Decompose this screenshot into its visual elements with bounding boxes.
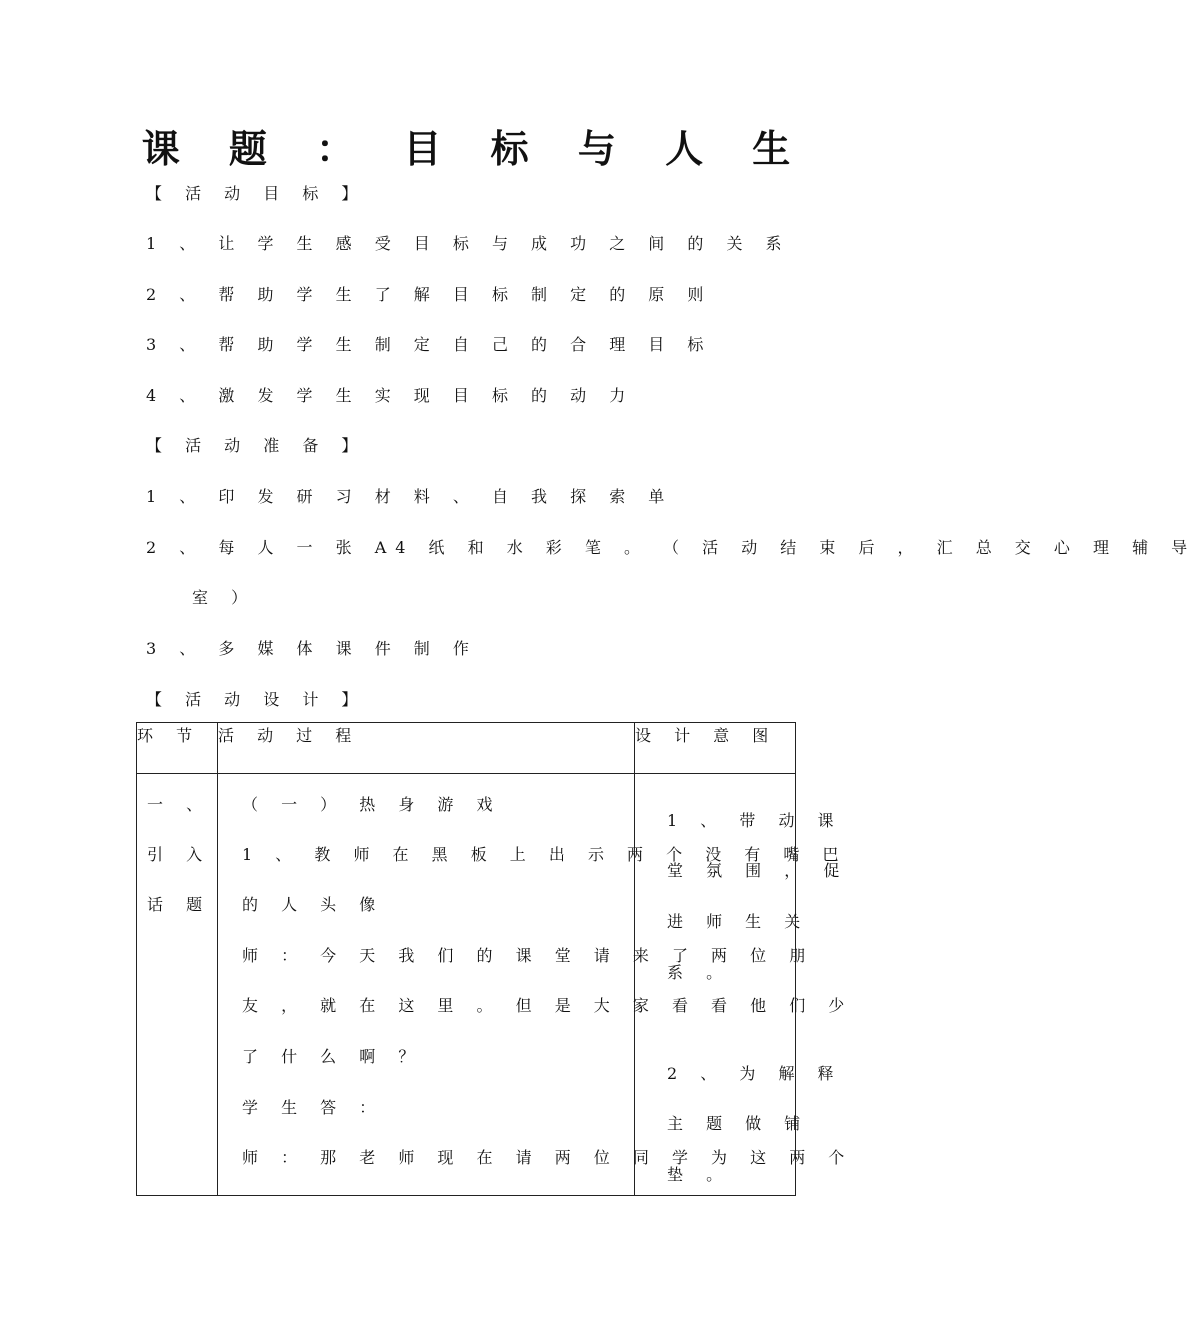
intent-line: 垫 。 [667, 1165, 732, 1184]
header-intent: 设 计 意 图 [635, 723, 796, 774]
stage-line: 引 入 [147, 845, 212, 864]
goal-item: 4 、 激 发 学 生 实 现 目 标 的 动 力 [146, 386, 635, 405]
table-header-row [137, 723, 796, 774]
prep-item: 3 、 多 媒 体 课 件 制 作 [146, 639, 478, 658]
stage-cell [137, 774, 218, 1196]
intent-line: 2 、 为 解 释 [667, 1064, 843, 1083]
goal-item: 2 、 帮 助 学 生 了 解 目 标 制 定 的 原 则 [146, 285, 713, 304]
prep-item: 1 、 印 发 研 习 材 料 、 自 我 探 索 单 [146, 487, 674, 506]
prep-header: 【 活 动 准 备 】 [146, 436, 367, 455]
process-line: 学 生 答 ： [242, 1098, 385, 1117]
process-line: 师 ： 今 天 我 们 的 课 堂 请 来 了 两 位 朋 [242, 946, 815, 965]
goal-header: 【 活 动 目 标 】 [146, 184, 367, 203]
intent-line: 进 师 生 关 [667, 912, 810, 931]
stage-line: 话 题 [147, 895, 212, 914]
activity-design-table [136, 722, 854, 1196]
table-row [137, 774, 796, 1196]
process-line: 了 什 么 啊 ？ [242, 1047, 424, 1066]
stage-line: 一 、 [147, 795, 212, 814]
page-title: 课 题 ： 目 标 与 人 生 [141, 127, 809, 171]
process-line: （ 一 ） 热 身 游 戏 [242, 795, 502, 814]
process-line: 友 ， 就 在 这 里 。 但 是 大 家 看 看 他 们 少 [242, 996, 854, 1015]
goal-item: 3 、 帮 助 学 生 制 定 自 己 的 合 理 目 标 [146, 335, 713, 354]
process-line: 师 ： 那 老 师 现 在 请 两 位 同 学 为 这 两 个 [242, 1148, 854, 1167]
header-stage: 环 节 [137, 723, 218, 774]
header-process: 活 动 过 程 [218, 723, 635, 774]
intent-line: 堂 氛 围 ， 促 [667, 861, 849, 880]
intent-line: 主 题 做 铺 [667, 1114, 810, 1133]
prep-item-continued: 室 ） [192, 588, 257, 607]
process-line: 1 、 教 师 在 黑 板 上 出 示 两 个 没 有 嘴 巴 [242, 845, 848, 864]
goal-item: 1 、 让 学 生 感 受 目 标 与 成 功 之 间 的 关 系 [146, 234, 791, 253]
process-line: 的 人 头 像 [242, 895, 385, 914]
intent-line: 系 。 [667, 963, 732, 982]
intent-cell [635, 774, 849, 1196]
design-header: 【 活 动 设 计 】 [146, 690, 367, 709]
prep-item: 2 、 每 人 一 张 A4 纸 和 水 彩 笔 。 （ 活 动 结 束 后 ， 汇 总 交 心 理 辅 导 [146, 538, 1196, 557]
intent-line: 1 、 带 动 课 [667, 811, 843, 830]
